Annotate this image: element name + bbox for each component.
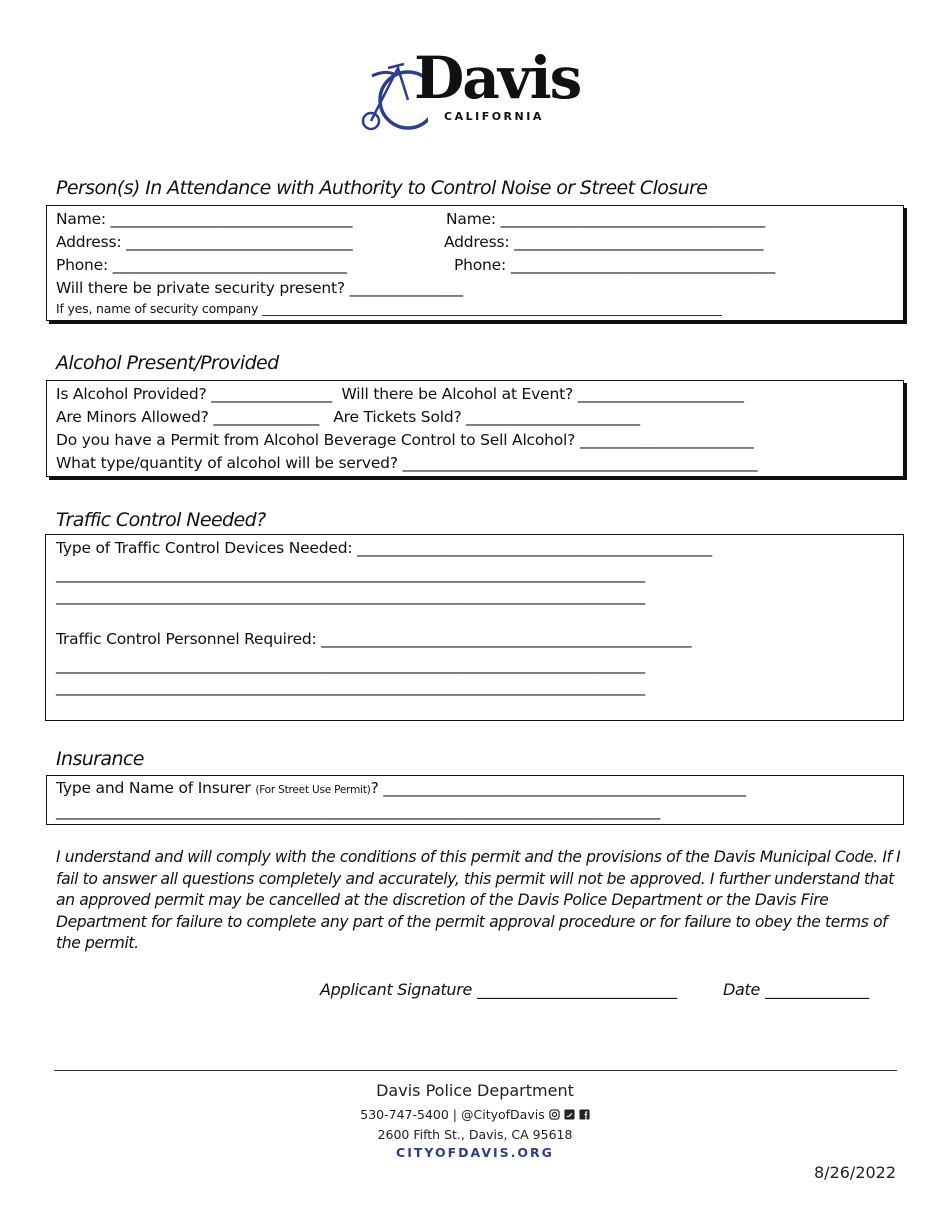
declaration-text: I understand and will comply with the conditions of this permit and the provisions of the Davis Municipal Code. If I fail to answer all questions completely and accurately, this permit will not be approved. I further understand that an approved permit may be cancelled at the discretion of the Davis Police Department or the Davis Fire Department for failure to complete any part of the permit approval procedure or for failure to obey the terms of the permit. [56,848,901,952]
footer-website-link[interactable]: CITYOFDAVIS.ORG [396,1145,554,1160]
twitter-icon[interactable] [564,1109,575,1120]
security-company-field[interactable]: If yes, name of security company ____________________________________________________________________________ [56,301,722,316]
instagram-icon[interactable] [549,1109,560,1120]
footer-department: Davis Police Department [376,1081,574,1100]
abc-permit-field[interactable]: Do you have a Permit from Alcohol Beverage Control to Sell Alcohol? _______________________ [56,431,754,449]
footer-address: 2600 Fifth St., Davis, CA 95618 [377,1127,573,1142]
insurance-section-title: Insurance [56,748,144,770]
traffic-personnel-field[interactable]: Traffic Control Personnel Required: _________________________________________________ [56,630,692,648]
logo-wordmark: Davis [414,44,581,112]
insurer-label: Type and Name of Insurer [56,779,256,797]
attendance-section-title: Person(s) In Attendance with Authority to Control Noise or Street Closure [56,177,708,199]
name-field-2[interactable]: Name: ___________________________________ [446,210,765,228]
alcohol-box [46,380,904,477]
footer-contact-text: 530-747-5400 | @CityofDavis [360,1107,545,1122]
traffic-devices-field[interactable]: Type of Traffic Control Devices Needed: _______________________________________________ [56,539,712,557]
signature-label: Applicant Signature [320,980,473,999]
signature-field[interactable] [320,980,677,999]
traffic-section-title: Traffic Control Needed? [56,509,266,531]
traffic-devices-blank-2[interactable]: ______________________________________________________________________________ [56,587,645,605]
davis-logo [358,44,581,136]
address-field-2[interactable]: Address: _________________________________ [444,233,764,251]
traffic-personnel-blank-2[interactable]: ______________________________________________________________________________ [56,678,645,696]
footer-divider [54,1070,897,1071]
traffic-personnel-blank-1[interactable]: ______________________________________________________________________________ [56,656,645,674]
alcohol-section-title: Alcohol Present/Provided [56,352,279,374]
alcohol-provided-field[interactable]: Is Alcohol Provided? ________________ Will there be Alcohol at Event? ______________________ [56,385,744,403]
insurer-line: ? ________________________________________________ [370,779,746,797]
phone-field-2[interactable]: Phone: ___________________________________ [454,256,776,274]
address-field-1[interactable]: Address: ______________________________ [56,233,353,251]
footer-contact [0,1107,950,1122]
insurer-note: (For Street Use Permit) [255,784,371,796]
insurer-blank[interactable]: ________________________________________________________________________________ [56,802,661,820]
alcohol-type-field[interactable]: What type/quantity of alcohol will be served? _______________________________________________ [56,454,758,472]
date-label: Date [723,980,761,999]
insurer-field[interactable] [56,779,746,797]
attendance-box [46,205,904,321]
insurance-box [46,775,904,825]
name-field-1[interactable]: Name: ________________________________ [56,210,353,228]
facebook-icon[interactable] [579,1109,590,1120]
minors-allowed-field[interactable]: Are Minors Allowed? ______________ Are Tickets Sold? _______________________ [56,408,640,426]
traffic-box [45,534,904,721]
traffic-devices-blank-1[interactable]: ______________________________________________________________________________ [56,565,645,583]
logo-subtitle: CALIFORNIA [444,110,544,123]
date-line: _____________ [760,980,870,999]
phone-field-1[interactable]: Phone: _______________________________ [56,256,347,274]
security-question-field[interactable]: Will there be private security present? _______________ [56,279,463,297]
signature-line: _________________________ [472,980,678,999]
revision-date: 8/26/2022 [814,1163,897,1182]
date-field[interactable] [723,980,869,999]
